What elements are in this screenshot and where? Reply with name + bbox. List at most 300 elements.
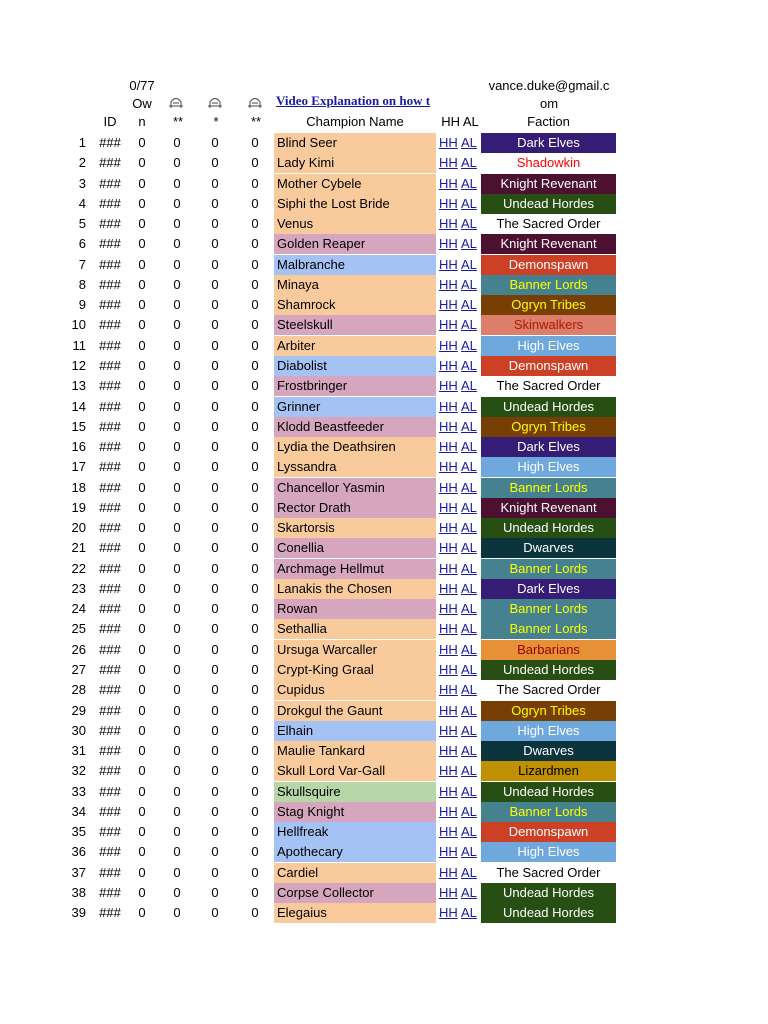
- champion-name: Klodd Beastfeeder: [274, 417, 436, 437]
- faction-cell: High Elves: [481, 842, 616, 862]
- faction-cell: Knight Revenant: [481, 174, 616, 194]
- champion-name: Siphi the Lost Bride: [274, 194, 436, 214]
- rank-col-2-value: 0: [211, 803, 219, 819]
- hh-link[interactable]: HH: [439, 337, 458, 353]
- table-row: [0, 842, 768, 862]
- table-row: [0, 153, 768, 173]
- al-link[interactable]: AL: [461, 763, 477, 779]
- rank-col-1-value: 0: [173, 155, 181, 171]
- faction-cell: The Sacred Order: [481, 376, 616, 396]
- rank-col-3-value: 0: [251, 783, 259, 799]
- video-explanation-link[interactable]: Video Explanation on how t: [276, 93, 431, 108]
- rank-col-3-value: 0: [251, 155, 259, 171]
- hh-link[interactable]: HH: [439, 783, 458, 799]
- hh-link[interactable]: HH: [439, 560, 458, 576]
- table-row: [0, 417, 768, 437]
- rank-col-1-value: 0: [173, 601, 181, 617]
- champion-id: ###: [99, 398, 121, 414]
- al-link[interactable]: AL: [461, 439, 477, 455]
- faction-cell: Banner Lords: [481, 559, 616, 579]
- champion-name: Sethallia: [274, 619, 436, 639]
- table-row: [0, 336, 768, 356]
- table-row: [0, 883, 768, 903]
- row-number: 5: [78, 216, 86, 232]
- table-row: [0, 559, 768, 579]
- al-link[interactable]: AL: [461, 378, 477, 394]
- row-number: 16: [71, 439, 86, 455]
- al-link[interactable]: AL: [461, 662, 477, 678]
- owned-count: 0: [138, 459, 146, 475]
- rank-col-1-value: 0: [173, 256, 181, 272]
- faction-cell: Undead Hordes: [481, 903, 616, 923]
- faction-cell: Ogryn Tribes: [481, 701, 616, 721]
- rank-col-3-value: 0: [251, 763, 259, 779]
- rank-col-3-value: 0: [251, 216, 259, 232]
- rank-col-1-value: 0: [173, 682, 181, 698]
- champion-name: Elhain: [274, 721, 436, 741]
- rank-col-2-value: 0: [211, 439, 219, 455]
- champion-id: ###: [99, 236, 121, 252]
- al-link[interactable]: AL: [461, 499, 477, 515]
- row-number: 34: [71, 803, 86, 819]
- row-number: 10: [71, 317, 86, 333]
- rank-col-2-value: 0: [211, 580, 219, 596]
- faction-cell: Dwarves: [481, 538, 616, 558]
- table-row: [0, 863, 768, 883]
- hh-link[interactable]: HH: [439, 378, 458, 394]
- rank-col-3-value: 0: [251, 398, 259, 414]
- hh-link[interactable]: HH: [439, 195, 458, 211]
- row-number: 21: [71, 540, 86, 556]
- owned-count: 0: [138, 398, 146, 414]
- owned-count: 0: [138, 276, 146, 292]
- rank-col-3-value: 0: [251, 884, 259, 900]
- rank-col-2-value: 0: [211, 398, 219, 414]
- hh-al-header: HH AL: [441, 114, 479, 129]
- champion-id: ###: [99, 601, 121, 617]
- owned-count: 0: [138, 580, 146, 596]
- owned-count: 0: [138, 135, 146, 150]
- rank-col-1-value: 0: [173, 459, 181, 475]
- al-link[interactable]: AL: [461, 276, 477, 292]
- row-number: 38: [71, 884, 86, 900]
- owned-count: 0: [138, 216, 146, 232]
- rank-col-3-value: 0: [251, 175, 259, 191]
- al-link[interactable]: AL: [461, 155, 477, 171]
- table-row: [0, 640, 768, 660]
- faction-cell: Undead Hordes: [481, 660, 616, 680]
- rank-col-1-value: 0: [173, 520, 181, 536]
- al-link[interactable]: AL: [461, 520, 477, 536]
- rank-col-3-value: 0: [251, 337, 259, 353]
- champion-id: ###: [99, 256, 121, 272]
- table-row: [0, 457, 768, 477]
- al-link[interactable]: AL: [461, 195, 477, 211]
- hh-link[interactable]: HH: [439, 803, 458, 819]
- champion-id: ###: [99, 580, 121, 596]
- hh-link[interactable]: HH: [439, 722, 458, 738]
- faction-cell: Knight Revenant: [481, 234, 616, 254]
- champion-id: ###: [99, 378, 121, 394]
- hh-link[interactable]: HH: [439, 317, 458, 333]
- rank-col-2-value: 0: [211, 864, 219, 880]
- rank-col-3-value: 0: [251, 702, 259, 718]
- rank-col-1-value: 0: [173, 580, 181, 596]
- rank-col-2-value: 0: [211, 337, 219, 353]
- table-row: [0, 518, 768, 538]
- rank-col-3-value: 0: [251, 803, 259, 819]
- al-link[interactable]: AL: [461, 803, 477, 819]
- al-link[interactable]: AL: [461, 884, 477, 900]
- al-link[interactable]: AL: [461, 216, 477, 232]
- al-link[interactable]: AL: [461, 175, 477, 191]
- al-link[interactable]: AL: [461, 236, 477, 252]
- owned-count: 0: [138, 702, 146, 718]
- champion-id: ###: [99, 297, 121, 313]
- hh-link[interactable]: HH: [439, 256, 458, 272]
- hh-link[interactable]: HH: [439, 884, 458, 900]
- rank-col-3-value: 0: [251, 641, 259, 657]
- rank-col-3-value: 0: [251, 540, 259, 556]
- rank-col-3-value: 0: [251, 621, 259, 637]
- rank-col-2-value: 0: [211, 357, 219, 373]
- row-number: 8: [78, 276, 86, 292]
- champion-id: ###: [99, 844, 121, 860]
- rank-col-2-value: 0: [211, 722, 219, 738]
- own-header-bottom: n: [138, 114, 146, 129]
- rank-col-2-value: 0: [211, 418, 219, 434]
- rank-col-1-value: 0: [173, 317, 181, 333]
- rank-col-3-value: 0: [251, 682, 259, 698]
- ascension-icon: [208, 95, 222, 109]
- rank-col-2-value: 0: [211, 601, 219, 617]
- al-link[interactable]: AL: [461, 580, 477, 596]
- al-link[interactable]: AL: [461, 479, 477, 495]
- rank-col-2-value: 0: [211, 783, 219, 799]
- hh-link[interactable]: HH: [439, 641, 458, 657]
- champion-name: Venus: [274, 214, 436, 234]
- own-header-top: Ow: [132, 96, 152, 111]
- faction-cell: Banner Lords: [481, 599, 616, 619]
- champion-id: ###: [99, 276, 121, 292]
- rank-col-2-value: 0: [211, 135, 219, 150]
- champion-id: ###: [99, 459, 121, 475]
- champion-name: Stag Knight: [274, 802, 436, 822]
- champion-name: Arbiter: [274, 336, 436, 356]
- hh-link[interactable]: HH: [439, 763, 458, 779]
- champion-id: ###: [99, 357, 121, 373]
- owned-count: 0: [138, 763, 146, 779]
- champion-name: Archmage Hellmut: [274, 559, 436, 579]
- rank-col-3-value: 0: [251, 297, 259, 313]
- hh-link[interactable]: HH: [439, 743, 458, 759]
- hh-link[interactable]: HH: [439, 580, 458, 596]
- champion-id: ###: [99, 824, 121, 840]
- faction-cell: Barbarians: [481, 640, 616, 660]
- owned-count: 0: [138, 175, 146, 191]
- hh-link[interactable]: HH: [439, 499, 458, 515]
- rank-col-2-value: 0: [211, 844, 219, 860]
- row-number: 3: [78, 175, 86, 191]
- faction-header: Faction: [527, 114, 570, 129]
- owned-count: 0: [138, 641, 146, 657]
- rank-col-1-value: 0: [173, 337, 181, 353]
- row-number: 11: [72, 337, 86, 353]
- hh-link[interactable]: HH: [439, 520, 458, 536]
- ascension-icon: [169, 95, 183, 109]
- rank-col-2-value: 0: [211, 682, 219, 698]
- hh-link[interactable]: HH: [439, 175, 458, 191]
- faction-cell: High Elves: [481, 721, 616, 741]
- rank-col-1-value: 0: [173, 297, 181, 313]
- hh-link[interactable]: HH: [439, 357, 458, 373]
- rank-col-1-value: 0: [173, 743, 181, 759]
- hh-link[interactable]: HH: [439, 824, 458, 840]
- table-row: [0, 782, 768, 802]
- table-row: [0, 701, 768, 721]
- faction-cell: Demonspawn: [481, 356, 616, 376]
- champion-id: ###: [99, 155, 121, 171]
- hh-link[interactable]: HH: [439, 621, 458, 637]
- champion-name: Malbranche: [274, 255, 436, 275]
- al-link[interactable]: AL: [461, 601, 477, 617]
- hh-link[interactable]: HH: [439, 418, 458, 434]
- champion-name: Ursuga Warcaller: [274, 640, 436, 660]
- row-number: 4: [78, 195, 86, 211]
- al-link[interactable]: AL: [461, 357, 477, 373]
- rank-col-2-value: 0: [211, 256, 219, 272]
- row-number: 19: [71, 499, 86, 515]
- al-link[interactable]: AL: [461, 337, 477, 353]
- table-row: [0, 579, 768, 599]
- champion-id: ###: [99, 763, 121, 779]
- owned-count: 0: [138, 864, 146, 880]
- row-number: 26: [71, 641, 86, 657]
- al-link[interactable]: AL: [461, 641, 477, 657]
- rank-col-1-value: 0: [173, 175, 181, 191]
- row-number: 22: [71, 560, 86, 576]
- al-link[interactable]: AL: [461, 844, 477, 860]
- table-row: [0, 356, 768, 376]
- champion-id: ###: [99, 175, 121, 191]
- rank-col-3-value: 0: [251, 317, 259, 333]
- al-link[interactable]: AL: [461, 317, 477, 333]
- champion-name: Diabolist: [274, 356, 436, 376]
- al-link[interactable]: AL: [461, 398, 477, 414]
- rank-col-2-value: 0: [211, 824, 219, 840]
- table-row: [0, 680, 768, 700]
- hh-link[interactable]: HH: [439, 155, 458, 171]
- al-link[interactable]: AL: [461, 135, 477, 150]
- champion-id: ###: [99, 884, 121, 900]
- rank-col-1-value: 0: [173, 905, 181, 921]
- owned-count: 0: [138, 155, 146, 171]
- owned-count: 0: [138, 905, 146, 921]
- al-link[interactable]: AL: [461, 560, 477, 576]
- id-header: ID: [103, 114, 117, 129]
- al-link[interactable]: AL: [461, 722, 477, 738]
- rank-col-3-value: 0: [251, 824, 259, 840]
- al-link[interactable]: AL: [461, 824, 477, 840]
- row-number: 30: [71, 722, 86, 738]
- faction-cell: Undead Hordes: [481, 194, 616, 214]
- faction-cell: The Sacred Order: [481, 863, 616, 883]
- table-row: [0, 761, 768, 781]
- faction-cell: Undead Hordes: [481, 397, 616, 417]
- star-col-3-label: **: [250, 114, 262, 129]
- champion-name: Conellia: [274, 538, 436, 558]
- faction-cell: Shadowkin: [481, 153, 616, 173]
- al-link[interactable]: AL: [461, 418, 477, 434]
- row-number: 17: [71, 459, 86, 475]
- rank-col-1-value: 0: [173, 560, 181, 576]
- faction-cell: Dark Elves: [481, 579, 616, 599]
- rank-col-1-value: 0: [173, 824, 181, 840]
- al-link[interactable]: AL: [461, 459, 477, 475]
- table-row: [0, 174, 768, 194]
- faction-cell: Skinwalkers: [481, 315, 616, 335]
- table-row: [0, 822, 768, 842]
- rank-col-1-value: 0: [173, 662, 181, 678]
- rank-col-1-value: 0: [173, 276, 181, 292]
- faction-cell: High Elves: [481, 457, 616, 477]
- champion-name: Shamrock: [274, 295, 436, 315]
- owned-count: 0: [138, 378, 146, 394]
- champion-id: ###: [99, 722, 121, 738]
- rank-col-2-value: 0: [211, 560, 219, 576]
- rank-col-2-value: 0: [211, 499, 219, 515]
- hh-link[interactable]: HH: [439, 662, 458, 678]
- faction-cell: The Sacred Order: [481, 214, 616, 234]
- row-number: 37: [71, 864, 86, 880]
- hh-link[interactable]: HH: [439, 216, 458, 232]
- hh-link[interactable]: HH: [439, 398, 458, 414]
- table-row: [0, 214, 768, 234]
- al-link[interactable]: AL: [461, 297, 477, 313]
- hh-link[interactable]: HH: [439, 297, 458, 313]
- rank-col-1-value: 0: [173, 803, 181, 819]
- rank-col-1-value: 0: [173, 135, 181, 150]
- hh-link[interactable]: HH: [439, 601, 458, 617]
- champion-name: Rowan: [274, 599, 436, 619]
- rank-col-2-value: 0: [211, 155, 219, 171]
- rank-col-2-value: 0: [211, 662, 219, 678]
- row-number: 20: [71, 520, 86, 536]
- hh-link[interactable]: HH: [439, 479, 458, 495]
- row-number: 24: [71, 601, 86, 617]
- al-link[interactable]: AL: [461, 864, 477, 880]
- rank-col-3-value: 0: [251, 256, 259, 272]
- hh-link[interactable]: HH: [439, 236, 458, 252]
- al-link[interactable]: AL: [461, 682, 477, 698]
- rank-col-1-value: 0: [173, 378, 181, 394]
- rank-col-2-value: 0: [211, 763, 219, 779]
- rank-col-1-value: 0: [173, 844, 181, 860]
- champion-id: ###: [99, 662, 121, 678]
- table-row: [0, 478, 768, 498]
- al-link[interactable]: AL: [461, 783, 477, 799]
- champion-id: ###: [99, 418, 121, 434]
- champion-name: Lanakis the Chosen: [274, 579, 436, 599]
- hh-link[interactable]: HH: [439, 540, 458, 556]
- table-row: [0, 660, 768, 680]
- al-link[interactable]: AL: [461, 905, 477, 921]
- rank-col-1-value: 0: [173, 499, 181, 515]
- rank-col-3-value: 0: [251, 236, 259, 252]
- rank-col-2-value: 0: [211, 621, 219, 637]
- faction-cell: Ogryn Tribes: [481, 295, 616, 315]
- champion-name: Drokgul the Gaunt: [274, 701, 436, 721]
- al-link[interactable]: AL: [461, 621, 477, 637]
- hh-link[interactable]: HH: [439, 844, 458, 860]
- al-link[interactable]: AL: [461, 540, 477, 556]
- row-number: 33: [71, 783, 86, 799]
- champion-id: ###: [99, 479, 121, 495]
- row-number: 6: [78, 236, 86, 252]
- champion-id: ###: [99, 540, 121, 556]
- rank-col-3-value: 0: [251, 135, 259, 150]
- champion-id: ###: [99, 702, 121, 718]
- hh-link[interactable]: HH: [439, 864, 458, 880]
- owned-count: 0: [138, 560, 146, 576]
- rank-col-3-value: 0: [251, 459, 259, 475]
- champion-id: ###: [99, 520, 121, 536]
- email-line-1: vance.duke@gmail.c: [488, 78, 610, 93]
- hh-link[interactable]: HH: [439, 459, 458, 475]
- hh-link[interactable]: HH: [439, 276, 458, 292]
- table-row: [0, 255, 768, 275]
- owned-count: 0: [138, 540, 146, 556]
- owned-count: 0: [138, 236, 146, 252]
- rank-col-2-value: 0: [211, 459, 219, 475]
- faction-cell: Ogryn Tribes: [481, 417, 616, 437]
- owned-count: 0: [138, 256, 146, 272]
- hh-link[interactable]: HH: [439, 135, 458, 150]
- rank-col-1-value: 0: [173, 236, 181, 252]
- owned-count: 0: [138, 439, 146, 455]
- table-row: [0, 315, 768, 335]
- rank-col-1-value: 0: [173, 398, 181, 414]
- hh-link[interactable]: HH: [439, 702, 458, 718]
- al-link[interactable]: AL: [461, 702, 477, 718]
- rank-col-1-value: 0: [173, 702, 181, 718]
- rank-col-3-value: 0: [251, 357, 259, 373]
- champion-name: Maulie Tankard: [274, 741, 436, 761]
- champion-name: Frostbringer: [274, 376, 436, 396]
- faction-cell: Dwarves: [481, 741, 616, 761]
- owned-count: 0: [138, 743, 146, 759]
- rank-col-2-value: 0: [211, 236, 219, 252]
- rank-col-1-value: 0: [173, 439, 181, 455]
- rank-col-3-value: 0: [251, 844, 259, 860]
- table-row: [0, 133, 768, 153]
- champion-name: Skartorsis: [274, 518, 436, 538]
- champion-id: ###: [99, 621, 121, 637]
- table-row: [0, 802, 768, 822]
- rank-col-2-value: 0: [211, 884, 219, 900]
- hh-link[interactable]: HH: [439, 905, 458, 921]
- faction-cell: Knight Revenant: [481, 498, 616, 518]
- hh-link[interactable]: HH: [439, 682, 458, 698]
- faction-cell: Banner Lords: [481, 478, 616, 498]
- al-link[interactable]: AL: [461, 743, 477, 759]
- al-link[interactable]: AL: [461, 256, 477, 272]
- champion-name: Hellfreak: [274, 822, 436, 842]
- row-number: 18: [71, 479, 86, 495]
- table-row: [0, 498, 768, 518]
- champion-id: ###: [99, 135, 121, 150]
- hh-link[interactable]: HH: [439, 439, 458, 455]
